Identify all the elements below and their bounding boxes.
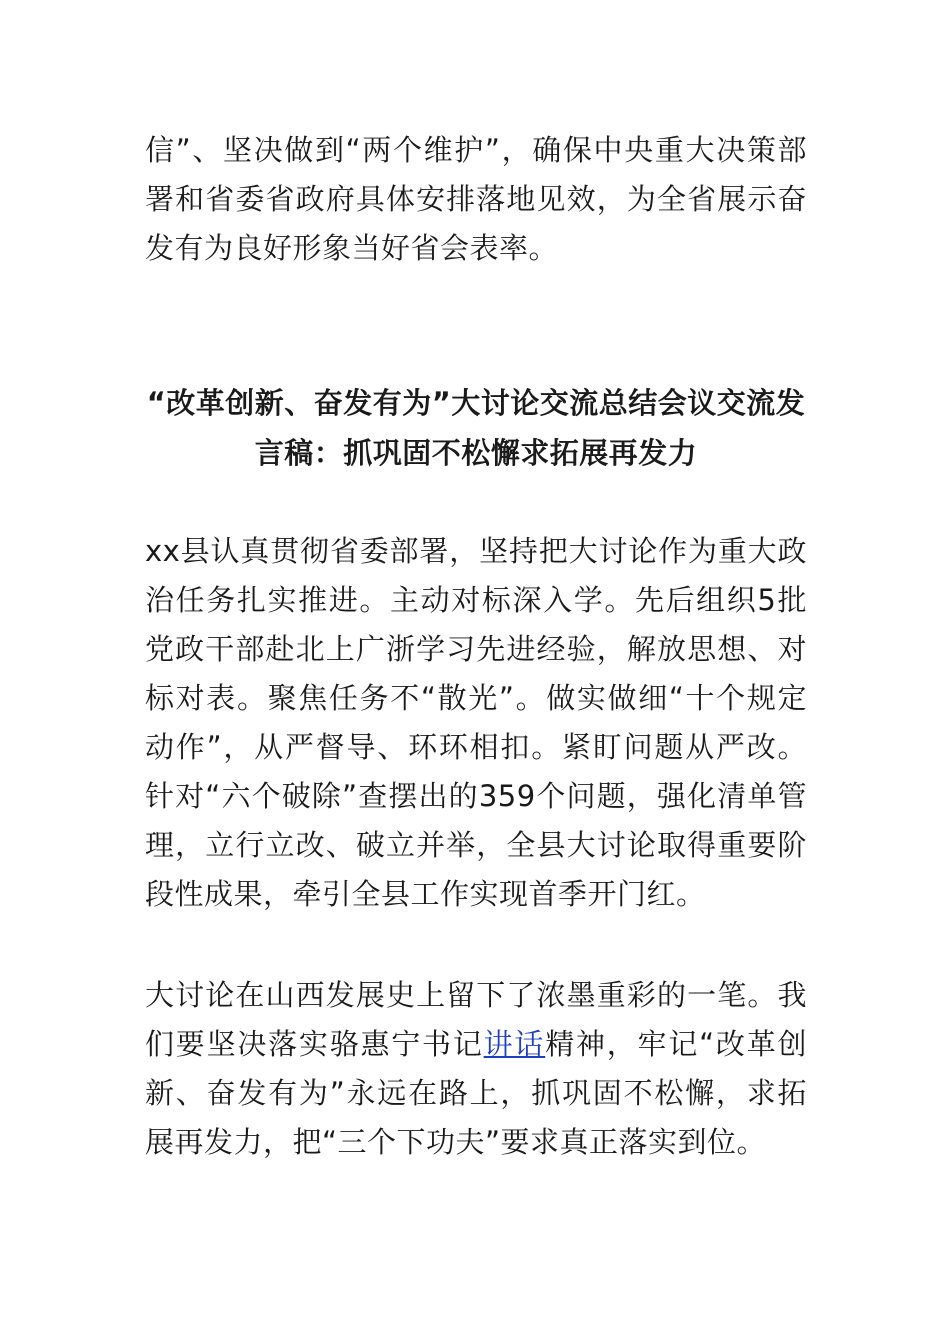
body-paragraph-2-text-after-link: 精神，牢记“改革创新、奋发有为”永远在路上，抓巩固不松懈，求拓展再发力，把“三个下功夫”要求真正落实到位。 xyxy=(145,1027,807,1159)
body-paragraph-2-text-before-link: 大讨论在山西发展史上留下了浓墨重彩的一笔。我们要坚决落实骆惠宁书记 xyxy=(145,978,807,1061)
speech-link[interactable]: 讲话 xyxy=(483,1027,546,1061)
body-paragraph-1: xx县认真贯彻省委部署，坚持把大讨论作为重大政治任务扎实推进。主动对标深入学。先后组织5批党政干部赴北上广浙学习先进经验，解放思想、对标对表。聚焦任务不“散光”。做实做细“十个规定动作”，从严督导、环环相扣。紧盯问题从严改。针对“六个破除”查摆出的359个问题，强化清单管理，立行立改、破立并举，全县大讨论取得重要阶段性成果，牵引全县工作实现首季开门红。 xyxy=(145,534,807,911)
intro-paragraph: 信”、坚决做到“两个维护”，确保中央重大决策部署和省委省政府具体安排落地见效，为全省展示奋发有为良好形象当好省会表率。 xyxy=(145,133,807,265)
article-title: “改革创新、奋发有为”大讨论交流总结会议交流发言稿：抓巩固不松懈求拓展再发力 xyxy=(146,386,806,470)
body-paragraph-2 xyxy=(145,971,807,1167)
